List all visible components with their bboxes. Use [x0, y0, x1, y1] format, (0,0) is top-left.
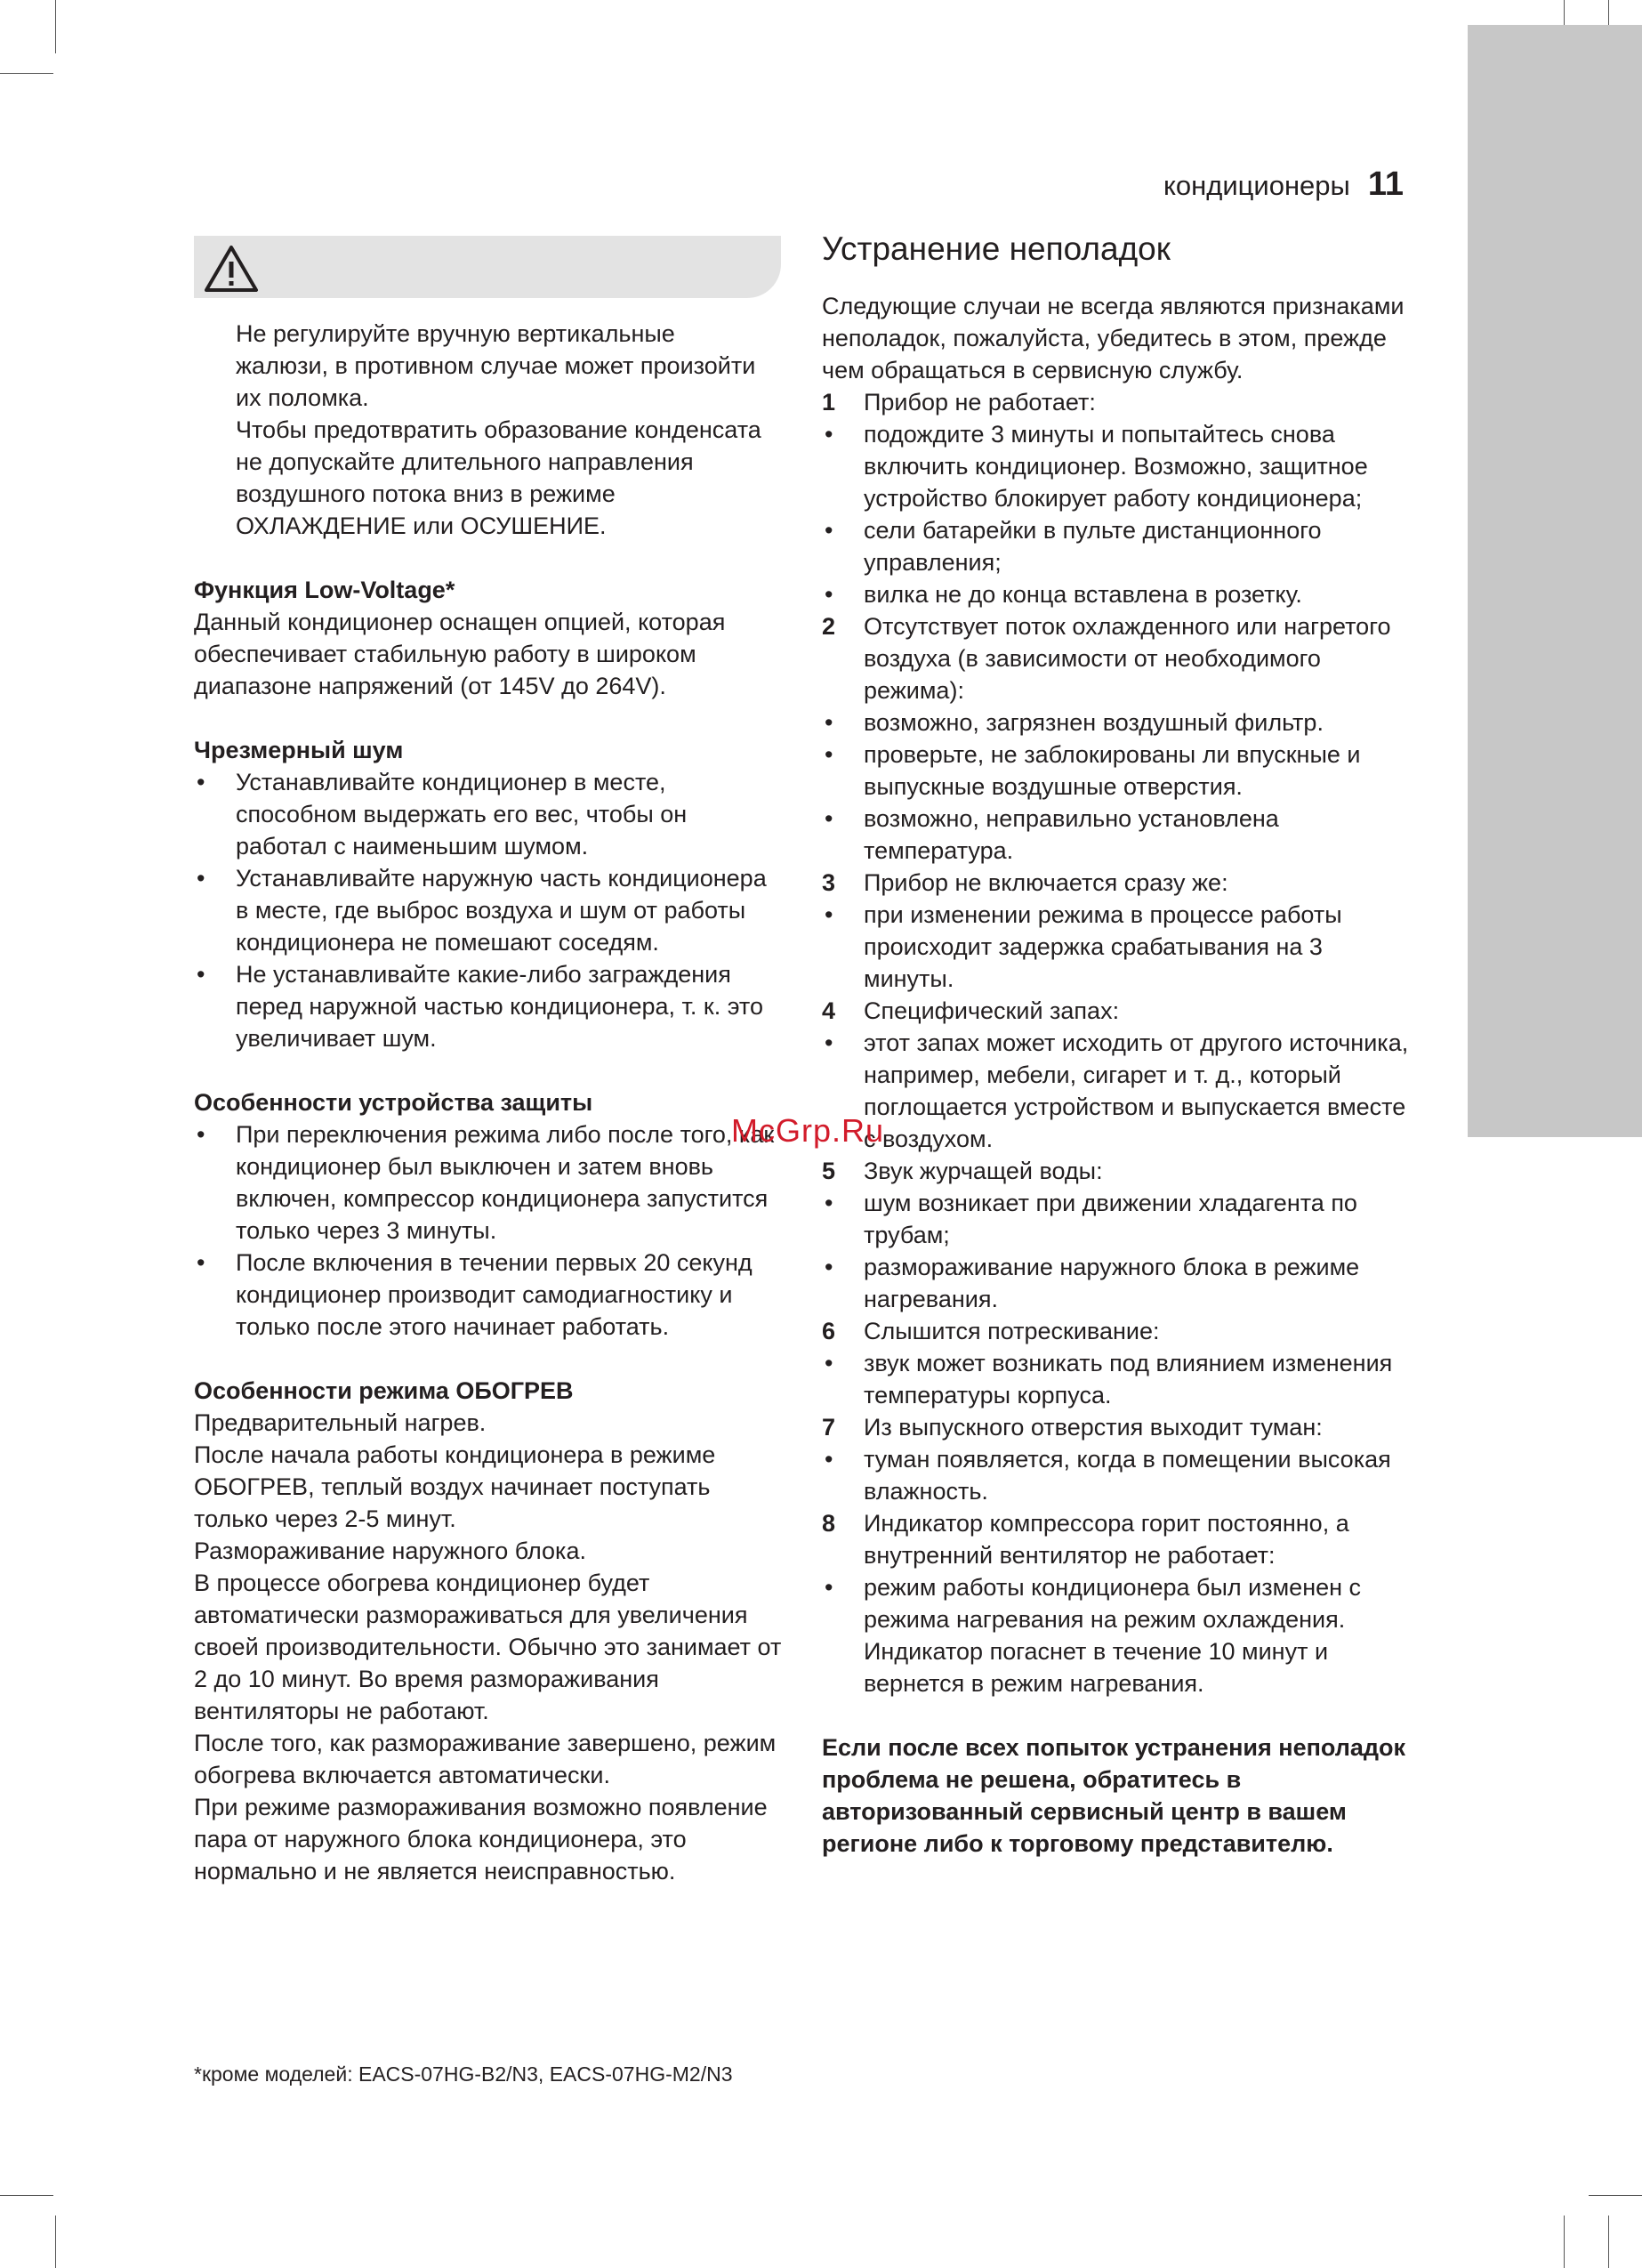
paragraph: В процессе обогрева кондиционер будет автоматически размораживаться для увеличения своей производительности. Обычно это занимает от 2 до 10 минут. Во время размораживания вентиляторы не работают.: [194, 1570, 782, 1724]
paragraph: После того, как размораживание завершено, режим обогрева включается автоматически.: [194, 1730, 777, 1788]
watermark: McGrp.Ru: [731, 1112, 885, 1149]
trouble-item: [822, 1315, 1409, 1411]
warning-icon: [203, 244, 260, 294]
section-title: Устранение неполадок: [822, 230, 1171, 267]
trouble-title: 7 Из выпускного отверстия выходит туман:: [822, 1411, 1409, 1443]
trouble-item: [822, 867, 1409, 995]
item-number: 1: [822, 389, 836, 416]
section-heading: Функция Low-Voltage*: [194, 577, 455, 603]
list-item: • режим работы кондиционера был изменен с режима нагревания на режим охлаждения. Индикатор погаснет в течение 10 минут и вернется в режим нагревания.: [822, 1571, 1409, 1699]
crop-mark: [0, 73, 53, 74]
bullet-list: [194, 1118, 783, 1343]
item-number: 6: [822, 1318, 836, 1344]
bullet-list: [822, 1443, 1409, 1507]
list-item: • возможно, загрязнен воздушный фильтр.: [822, 706, 1409, 739]
list-item: • сели батарейки в пульте дистанционного управления;: [822, 514, 1409, 578]
crop-mark: [1564, 2216, 1565, 2268]
bullet-list: [822, 418, 1409, 610]
item-number: 4: [822, 997, 836, 1024]
crop-mark: [0, 2195, 53, 2196]
section-heading: Особенности режима ОБОГРЕВ: [194, 1377, 574, 1404]
list-item: • проверьте, не заблокированы ли впускные и выпускные воздушные отверстия.: [822, 739, 1409, 803]
section-tab: [1468, 25, 1642, 1137]
list-item: • шум возникает при движении хладагента по трубам;: [822, 1187, 1409, 1251]
section-heading: Чрезмерный шум: [194, 737, 404, 763]
bullet-list: [822, 1187, 1409, 1315]
page-number: 11: [1367, 165, 1404, 203]
list-item: • звук может возникать под влиянием изменения температуры корпуса.: [822, 1347, 1409, 1411]
warning-text: [236, 318, 769, 542]
section-heading: Особенности устройства защиты: [194, 1089, 593, 1116]
trouble-item: [822, 1155, 1409, 1315]
crop-mark: [1608, 2216, 1609, 2268]
left-column: [194, 574, 783, 1887]
paragraph: При режиме размораживания возможно появление пара от наружного блока кондиционера, это нормально и не является неисправностью.: [194, 1794, 768, 1885]
crop-mark: [55, 2216, 56, 2268]
item-number: 3: [822, 869, 836, 896]
trouble-title: 4 Специфический запах:: [822, 995, 1409, 1027]
trouble-item: [822, 1507, 1409, 1699]
footnote: *кроме моделей: EACS-07HG-B2/N3, EACS-07HG-M2/N3: [194, 2062, 733, 2086]
header-title: кондиционеры: [1163, 170, 1350, 201]
paragraph: После начала работы кондиционера в режиме ОБОГРЕВ, теплый воздух начинает поступать только через 2-5 минут.: [194, 1441, 716, 1532]
bullet-list: [822, 706, 1409, 867]
trouble-item: [822, 386, 1409, 610]
item-number: 8: [822, 1510, 836, 1537]
list-item: • Устанавливайте наружную часть кондиционера в месте, где выброс воздуха и шум от работы кондиционера не помешают соседям.: [194, 862, 783, 958]
trouble-title: 2 Отсутствует поток охлажденного или нагретого воздуха (в зависимости от необходимого режима):: [822, 610, 1409, 706]
warning-bar: [194, 236, 781, 298]
page-header: [1163, 165, 1404, 204]
trouble-title: 1 Прибор не работает:: [822, 386, 1409, 418]
list-item: • Устанавливайте кондиционер в месте, способном выдержать его вес, чтобы он работал с наименьшим шумом.: [194, 766, 783, 862]
trouble-item: [822, 995, 1409, 1155]
list-item: • этот запах может исходить от другого источника, например, мебели, сигарет и т. д., который поглощается устройством и выпускается вместе с воздухом.: [822, 1027, 1409, 1155]
warning-paragraph: Не регулируйте вручную вертикальные жалюзи, в противном случае может произойти их поломка.: [236, 320, 756, 411]
bullet-list: [822, 899, 1409, 995]
list-item: • подождите 3 минуты и попытайтесь снова включить кондиционер. Возможно, защитное устройство блокирует работу кондиционера;: [822, 418, 1409, 514]
list-item: • туман появляется, когда в помещении высокая влажность.: [822, 1443, 1409, 1507]
trouble-title: 5 Звук журчащей воды:: [822, 1155, 1409, 1187]
paragraph: Предварительный нагрев.: [194, 1409, 487, 1436]
item-number: 5: [822, 1158, 836, 1184]
list-item: • возможно, неправильно установлена температура.: [822, 803, 1409, 867]
intro-paragraph: Следующие случаи не всегда являются признаками неполадок, пожалуйста, убедитесь в этом, прежде чем обращаться в сервисную службу.: [822, 293, 1405, 383]
warning-paragraph: Чтобы предотвратить образование конденсата не допускайте длительного направления воздушного потока вниз в режиме ОХЛАЖДЕНИЕ или ОСУШЕНИЕ.: [236, 416, 761, 539]
item-number: 7: [822, 1414, 836, 1441]
bullet-list: [822, 1347, 1409, 1411]
trouble-item: [822, 1411, 1409, 1507]
list-item: • При переключения режима либо после того, как кондиционер был выключен и затем вновь включен, компрессор кондиционера запустится только через 3 минуты.: [194, 1118, 783, 1247]
right-column: [822, 230, 1409, 1860]
list-item: • Не устанавливайте какие-либо заграждения перед наружной частью кондиционера, т. к. это увеличивает шум.: [194, 958, 783, 1054]
trouble-title: 6 Слышится потрескивание:: [822, 1315, 1409, 1347]
bullet-list: [194, 766, 783, 1054]
paragraph: Размораживание наружного блока.: [194, 1538, 586, 1564]
trouble-title: 8 Индикатор компрессора горит постоянно, а внутренний вентилятор не работает:: [822, 1507, 1409, 1571]
crop-mark: [1589, 2195, 1642, 2196]
list-item: • размораживание наружного блока в режиме нагревания.: [822, 1251, 1409, 1315]
item-number: 2: [822, 613, 836, 640]
trouble-item: [822, 610, 1409, 867]
crop-mark: [55, 0, 56, 53]
list-item: • вилка не до конца вставлена в розетку.: [822, 578, 1409, 610]
final-note: Если после всех попыток устранения неполадок проблема не решена, обратитесь в авторизованный сервисный центр в вашем регионе либо к торговому представителю.: [822, 1734, 1406, 1857]
bullet-list: [822, 1571, 1409, 1699]
bullet-list: [822, 1027, 1409, 1155]
list-item: • при изменении режима в процессе работы происходит задержка срабатывания на 3 минуты.: [822, 899, 1409, 995]
trouble-title: 3 Прибор не включается сразу же:: [822, 867, 1409, 899]
list-item: • После включения в течении первых 20 секунд кондиционер производит самодиагностику и только после этого начинает работать.: [194, 1247, 783, 1343]
paragraph: Данный кондиционер оснащен опцией, которая обеспечивает стабильную работу в широком диапазоне напряжений (от 145V до 264V).: [194, 609, 726, 699]
